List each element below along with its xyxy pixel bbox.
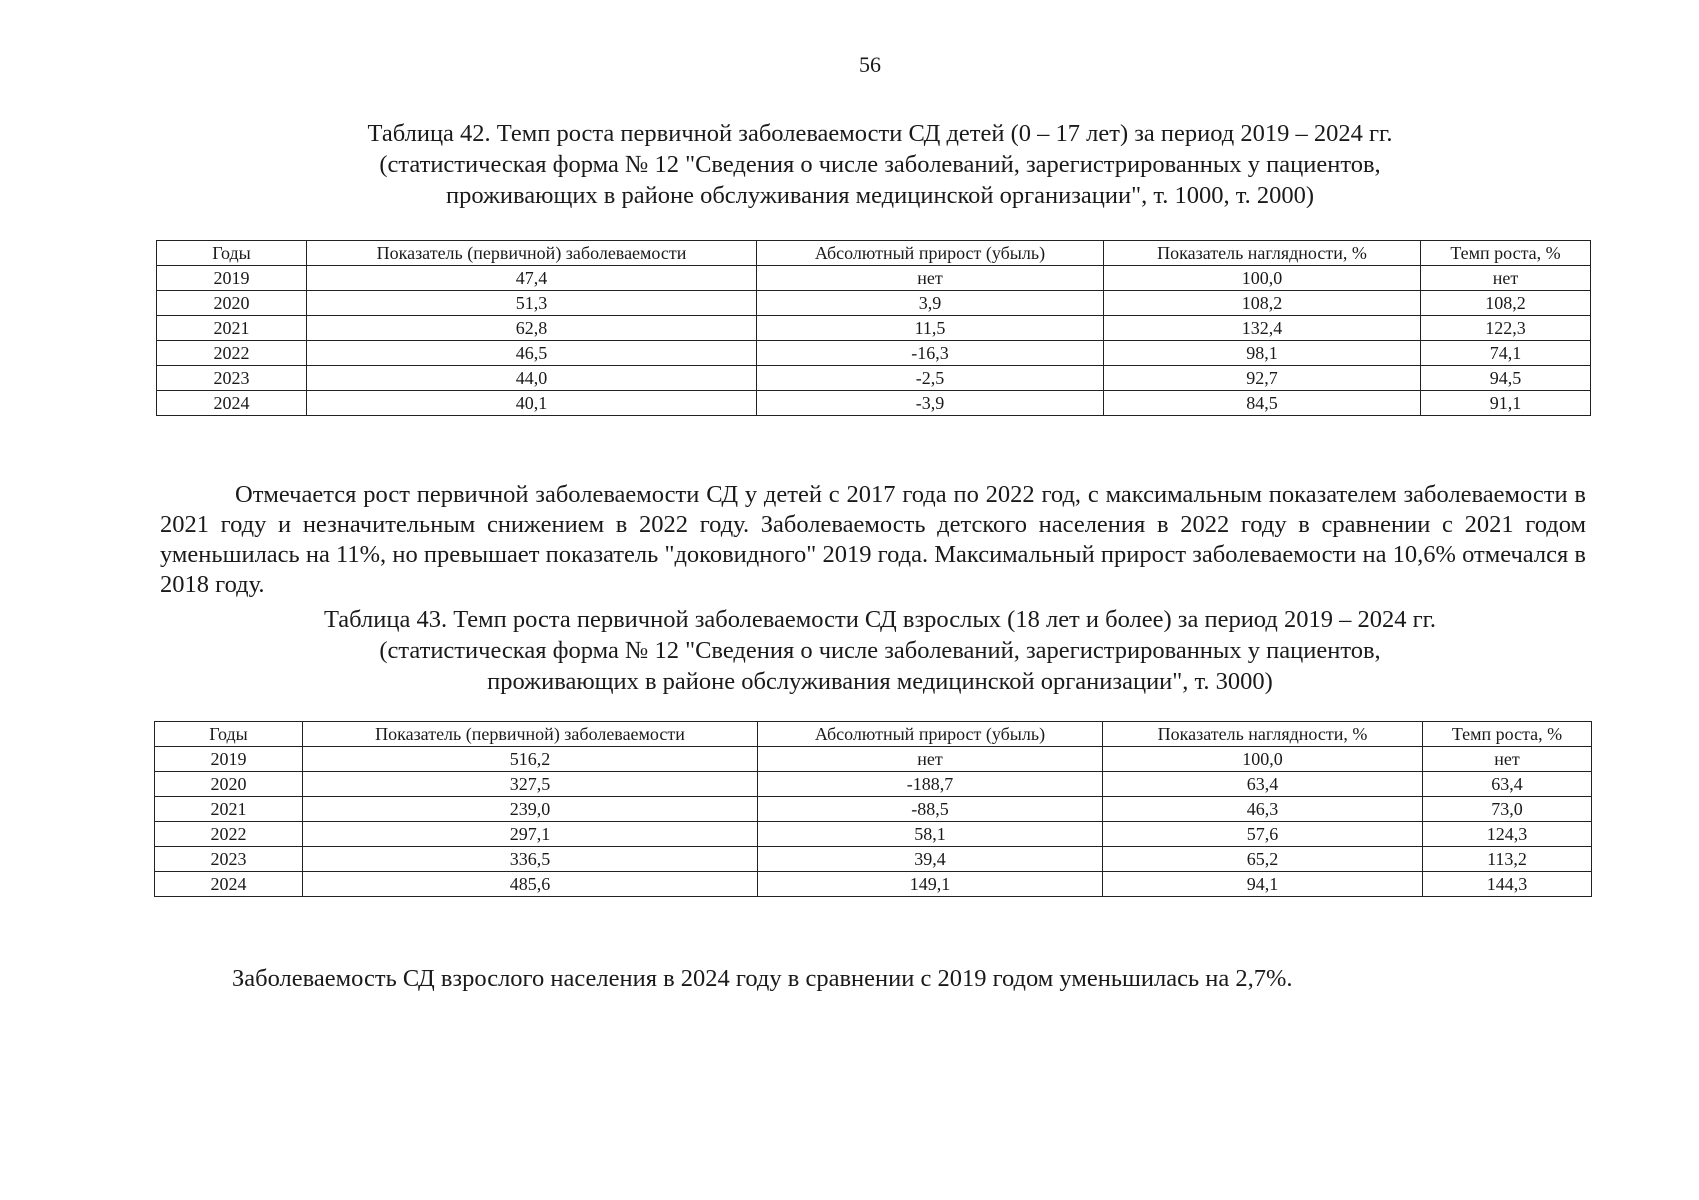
table-row [155, 747, 1592, 772]
table-cell: 2021 [157, 316, 307, 341]
table-cell: 239,0 [303, 797, 758, 822]
table-cell: 2020 [155, 772, 303, 797]
table-cell: нет [1423, 747, 1592, 772]
table-cell: 46,3 [1103, 797, 1423, 822]
table-cell: нет [758, 747, 1103, 772]
table-42-caption-line: Таблица 42. Темп роста первичной заболеваемости СД детей (0 – 17 лет) за период 2019 – 2024 гг. [367, 120, 1393, 147]
page-number: 56 [859, 52, 881, 77]
table-cell: 91,1 [1421, 391, 1591, 416]
table-cell: 84,5 [1104, 391, 1421, 416]
table-43-caption-line: Таблица 43. Темп роста первичной заболеваемости СД взрослых (18 лет и более) за период 2019 – 2024 гг. [323, 606, 1437, 633]
table-cell: -88,5 [758, 797, 1103, 822]
table-cell: 2024 [155, 872, 303, 897]
table-cell: 2019 [157, 266, 307, 291]
table-cell: 122,3 [1421, 316, 1591, 341]
table-cell: 44,0 [307, 366, 757, 391]
table-cell: 58,1 [758, 822, 1103, 847]
table-42 [156, 240, 1591, 416]
table-cell: 98,1 [1104, 341, 1421, 366]
table-cell: 2022 [155, 822, 303, 847]
table-cell: 144,3 [1423, 872, 1592, 897]
table-cell: 11,5 [757, 316, 1104, 341]
column-header-visibility-index: Показатель наглядности, % [1104, 241, 1421, 266]
table-row [157, 291, 1591, 316]
table-43 [154, 721, 1592, 897]
table-cell: 51,3 [307, 291, 757, 316]
table-cell: 2019 [155, 747, 303, 772]
table-cell: 2022 [157, 341, 307, 366]
table-cell: 2021 [155, 797, 303, 822]
table-row [155, 797, 1592, 822]
column-header-years: Годы [155, 722, 303, 747]
table-row [157, 391, 1591, 416]
table-cell: 40,1 [307, 391, 757, 416]
table-cell: 74,1 [1421, 341, 1591, 366]
table-cell: 108,2 [1104, 291, 1421, 316]
table-cell: 65,2 [1103, 847, 1423, 872]
column-header-growth-rate: Темп роста, % [1423, 722, 1592, 747]
table-42-caption-line: проживающих в районе обслуживания медицинской организации", т. 1000, т. 2000) [445, 182, 1315, 209]
table-cell: 94,1 [1103, 872, 1423, 897]
table-row [157, 366, 1591, 391]
column-header-years: Годы [157, 241, 307, 266]
table-cell: 327,5 [303, 772, 758, 797]
table-cell: 113,2 [1423, 847, 1592, 872]
table-cell: 516,2 [303, 747, 758, 772]
table-cell: 63,4 [1103, 772, 1423, 797]
table-row [155, 847, 1592, 872]
column-header-growth-rate: Темп роста, % [1421, 241, 1591, 266]
table-cell: -2,5 [757, 366, 1104, 391]
table-cell: -3,9 [757, 391, 1104, 416]
column-header-absolute-growth: Абсолютный прирост (убыль) [757, 241, 1104, 266]
column-header-incidence: Показатель (первичной) заболеваемости [307, 241, 757, 266]
table-cell: 297,1 [303, 822, 758, 847]
table-cell: 39,4 [758, 847, 1103, 872]
column-header-incidence: Показатель (первичной) заболеваемости [303, 722, 758, 747]
table-cell: 2020 [157, 291, 307, 316]
table-row [157, 341, 1591, 366]
table-43-caption-line: (статистическая форма № 12 "Сведения о числе заболеваний, зарегистрированных у пациентов, [379, 637, 1381, 664]
table-43-caption-line: проживающих в районе обслуживания медицинской организации", т. 3000) [487, 668, 1273, 695]
table-cell: 100,0 [1103, 747, 1423, 772]
table-cell: 2024 [157, 391, 307, 416]
table-cell: 108,2 [1421, 291, 1591, 316]
table-row [157, 316, 1591, 341]
table-cell: 47,4 [307, 266, 757, 291]
column-header-absolute-growth: Абсолютный прирост (убыль) [758, 722, 1103, 747]
table-row [155, 772, 1592, 797]
table-cell: 94,5 [1421, 366, 1591, 391]
table-cell: 46,5 [307, 341, 757, 366]
table-header-row [155, 722, 1592, 747]
table-cell: 149,1 [758, 872, 1103, 897]
paragraph-children-incidence: Отмечается рост первичной заболеваемости СД у детей с 2017 года по 2022 год, с максимальным показателем заболеваемости в 2021 году и незначительным снижением в 2022 году. Заболеваемость детского населения в 2022 году в сравнении с 2021 годом уменьшилась на 11%, но превышает показатель "доковидного" 2019 года. Максимальный прирост заболеваемости на 10,6% отмечался в 2018 году. [160, 480, 1586, 598]
table-43-caption [0, 604, 1699, 697]
table-42-caption [0, 118, 1699, 211]
column-header-visibility-index: Показатель наглядности, % [1103, 722, 1423, 747]
table-cell: 57,6 [1103, 822, 1423, 847]
table-cell: -16,3 [757, 341, 1104, 366]
table-cell: 124,3 [1423, 822, 1592, 847]
paragraph-adult-incidence: Заболеваемость СД взрослого населения в 2024 году в сравнении с 2019 годом уменьшилась на 2,7%. [232, 964, 1293, 992]
table-cell: -188,7 [758, 772, 1103, 797]
table-cell: 73,0 [1423, 797, 1592, 822]
table-cell: 92,7 [1104, 366, 1421, 391]
table-cell: 2023 [155, 847, 303, 872]
table-row [155, 822, 1592, 847]
table-cell: нет [757, 266, 1104, 291]
table-cell: нет [1421, 266, 1591, 291]
table-header-row [157, 241, 1591, 266]
table-cell: 485,6 [303, 872, 758, 897]
table-cell: 336,5 [303, 847, 758, 872]
table-cell: 3,9 [757, 291, 1104, 316]
table-cell: 63,4 [1423, 772, 1592, 797]
table-row [155, 872, 1592, 897]
table-row [157, 266, 1591, 291]
table-cell: 100,0 [1104, 266, 1421, 291]
table-cell: 2023 [157, 366, 307, 391]
table-42-caption-line: (статистическая форма № 12 "Сведения о числе заболеваний, зарегистрированных у пациентов, [379, 151, 1381, 178]
table-cell: 62,8 [307, 316, 757, 341]
table-cell: 132,4 [1104, 316, 1421, 341]
